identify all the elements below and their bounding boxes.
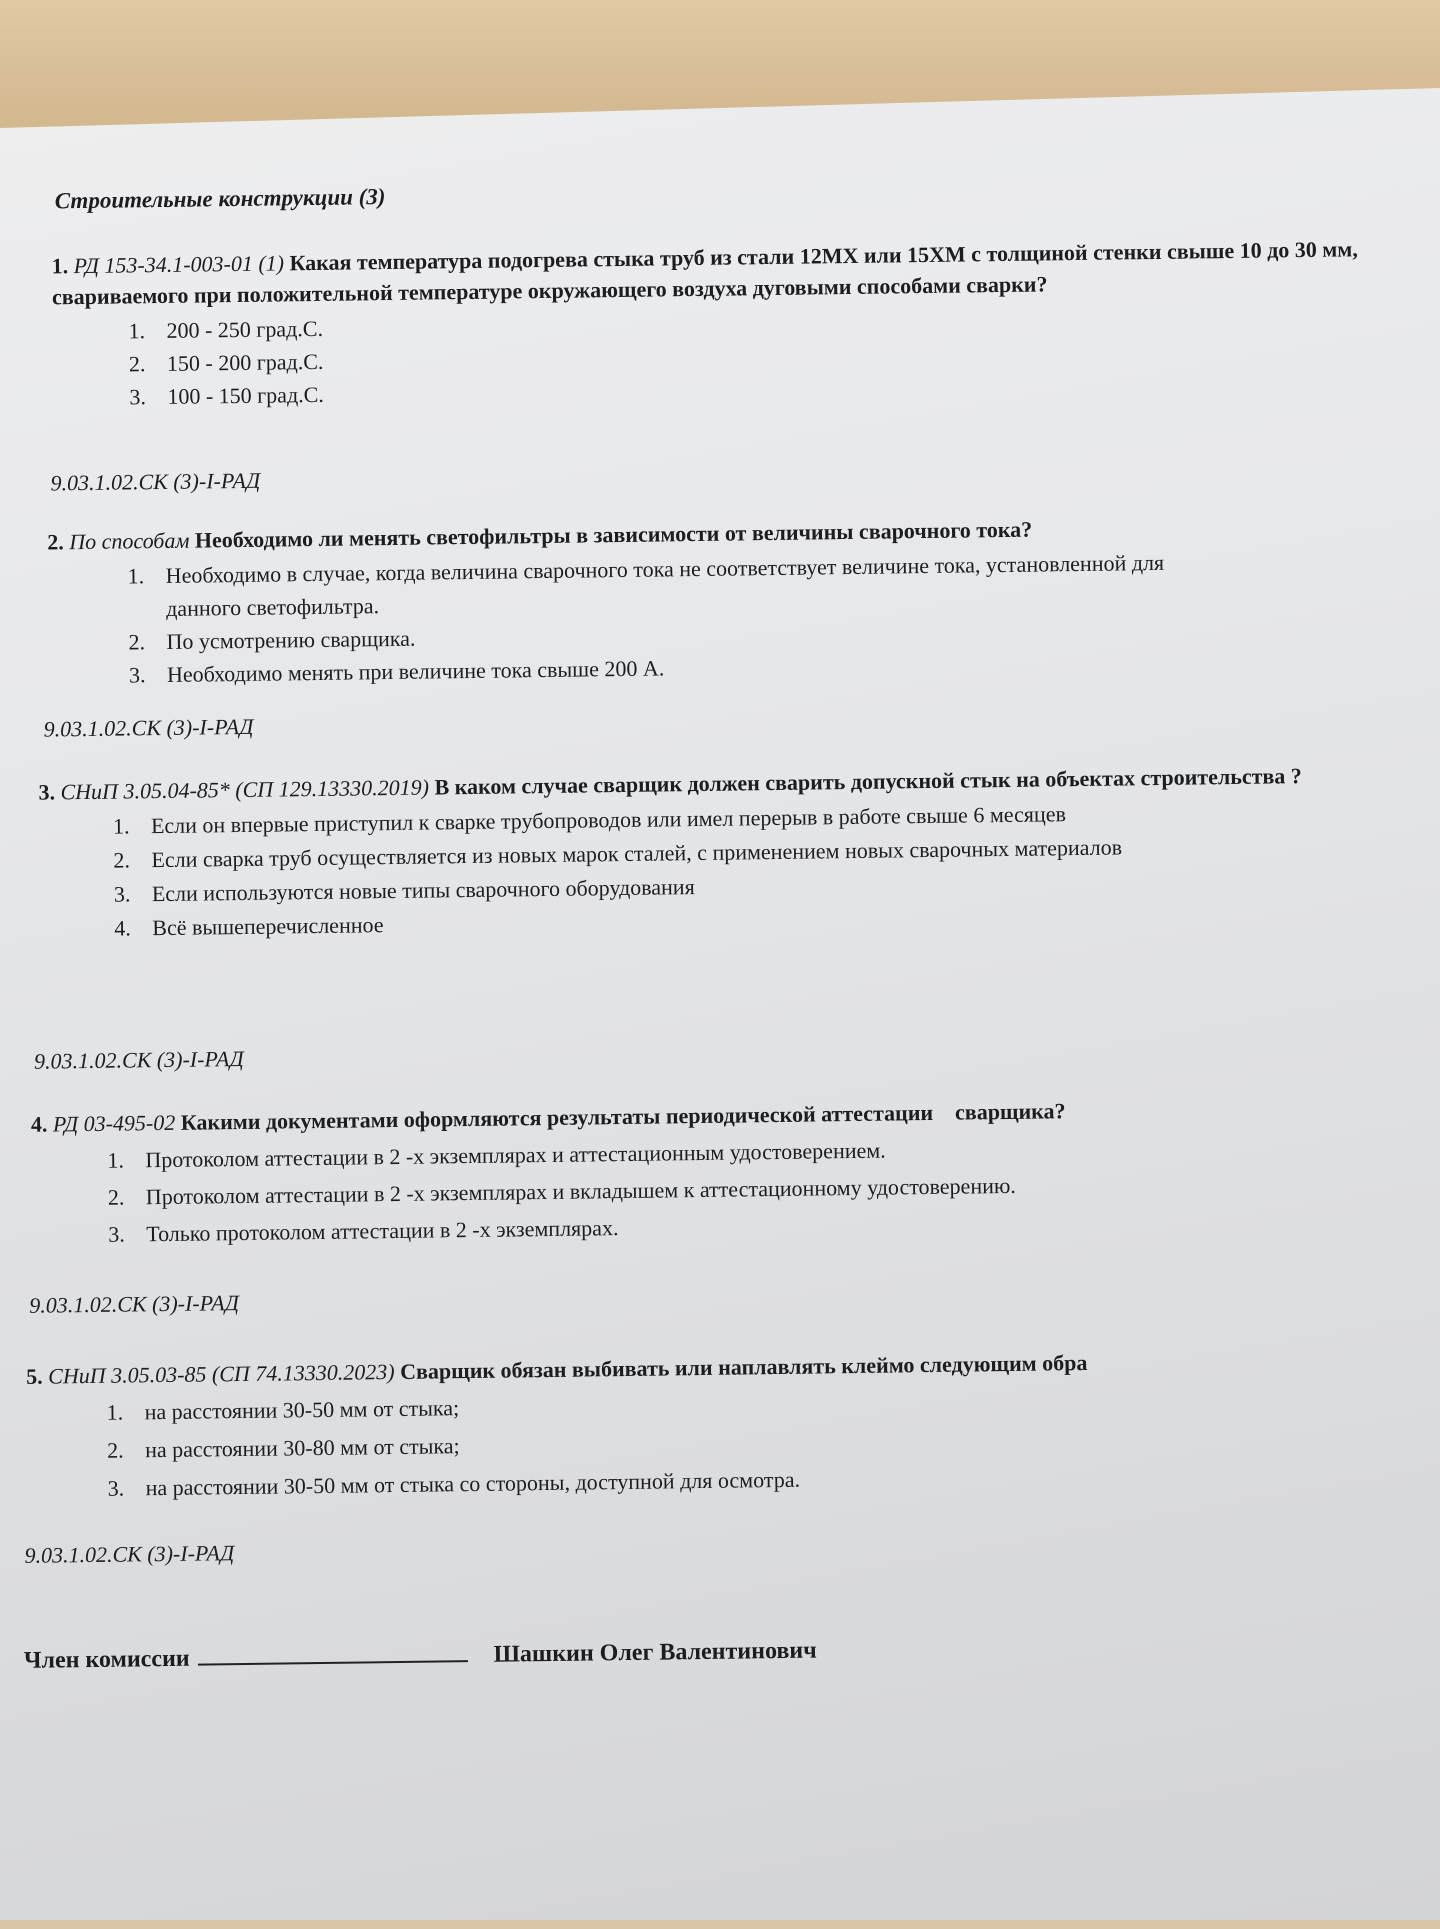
question-text: В каком случае сварщик должен сварить допускной стык на объектах строительства ? — [434, 763, 1302, 800]
question-number: 4. — [30, 1111, 48, 1137]
question-text: Необходимо ли менять светофильтры в зависимости от величины сварочного тока? — [194, 516, 1033, 553]
answer-option: 2. 150 - 200 град.С. — [128, 348, 324, 377]
question-code: 9.03.1.02.СК (3)-I-РАД — [43, 713, 254, 742]
answer-options — [107, 1124, 1432, 1252]
question-code: 9.03.1.02.СК (3)-I-РАД — [50, 467, 261, 496]
answer-option: 2. Если сварка труб осуществляется из новых марок сталей, с применением новых сварочных материалов — [113, 834, 1123, 873]
answer-option: 2. По усмотрению сварщика. — [128, 625, 416, 655]
document-header: Строительные конструкции (3) — [54, 184, 386, 214]
signature-label: Член комиссии — [23, 1645, 190, 1674]
question-reference: СНиП 3.05.04-85* (СП 129.13330.2019) — [60, 774, 430, 805]
question-number: 1. — [51, 253, 69, 279]
question-text: Какими документами оформляются результаты периодической аттестации сварщика? — [180, 1098, 1066, 1135]
question-1 — [51, 233, 1423, 415]
signatory-name: Шашкин Олег Валентинович — [493, 1637, 817, 1668]
answer-option: 2. Протоколом аттестации в 2 -х экземплярах и вкладышем к аттестационному удостоверению. — [107, 1172, 1017, 1210]
answer-options — [128, 297, 1423, 413]
question-text: Какая температура подогрева стыка труб из стали 12МХ или 15ХМ с толщиной стенки свыше 10 до 30 мм, свариваемого при положительной температуре окружающего воздуха дуговыми способами сварки? — [51, 236, 1358, 310]
question-2 — [47, 509, 1419, 693]
question-3 — [38, 758, 1440, 946]
answer-options — [113, 794, 1315, 946]
answer-option: 1. Протоколом аттестации в 2 -х экземплярах и аттестационным удостоверением. — [107, 1137, 886, 1173]
question-code: 9.03.1.02.СК (3)-I-РАД — [33, 1045, 244, 1074]
answer-option: 2. на расстоянии 30-80 мм от стыка; — [106, 1433, 460, 1463]
question-reference: По способам — [69, 527, 190, 555]
signature-line — [197, 1636, 467, 1666]
signature-block — [24, 1632, 817, 1675]
answer-option: 3. на расстоянии 30-50 мм от стыка со стороны, доступной для осмотра. — [107, 1466, 801, 1501]
answer-option: 3. Необходимо менять при величине тока свыше 200 А. — [128, 655, 665, 688]
answer-option: 1. на расстоянии 30-50 мм от стыка; — [106, 1395, 460, 1425]
question-reference: РД 03-495-02 — [52, 1109, 176, 1137]
answer-options — [106, 1376, 1440, 1508]
question-number: 2. — [47, 529, 64, 555]
question-code: 9.03.1.02.СК (3)-I-РАД — [29, 1290, 240, 1318]
question-4 — [31, 1090, 1433, 1253]
answer-option: 3. 100 - 150 град.С. — [129, 381, 324, 410]
answer-options — [127, 545, 1199, 691]
question-text: Сварщик обязан выбивать или наплавлять клеймо следующим обра — [399, 1349, 1088, 1384]
answer-option: 3. Если используются новые типы сварочного оборудования — [113, 874, 695, 907]
question-number: 3. — [38, 779, 56, 805]
question-5 — [26, 1342, 1440, 1509]
question-reference: РД 153-34.1-003-01 (1) — [73, 250, 285, 279]
answer-option: 1. Если он впервые приступил к сварке трубопроводов или имел перерыв в работе свыше 6 месяцев — [112, 801, 1067, 839]
question-code: 9.03.1.02.СК (3)-I-РАД — [24, 1540, 235, 1568]
question-reference: СНиП 3.05.03-85 (СП 74.13330.2023) — [48, 1359, 395, 1389]
answer-option: 4. Всё вышеперечисленное — [114, 912, 384, 941]
answer-option: 1. 200 - 250 град.С. — [128, 315, 324, 344]
answer-option: 3. Только протоколом аттестации в 2 -х экземплярах. — [108, 1215, 619, 1247]
answer-option: 1. Необходимо в случае, когда величина сварочного тока не соответствует величине тока, установленной для данного светофильтра. — [127, 549, 1165, 621]
question-number: 5. — [26, 1363, 43, 1389]
